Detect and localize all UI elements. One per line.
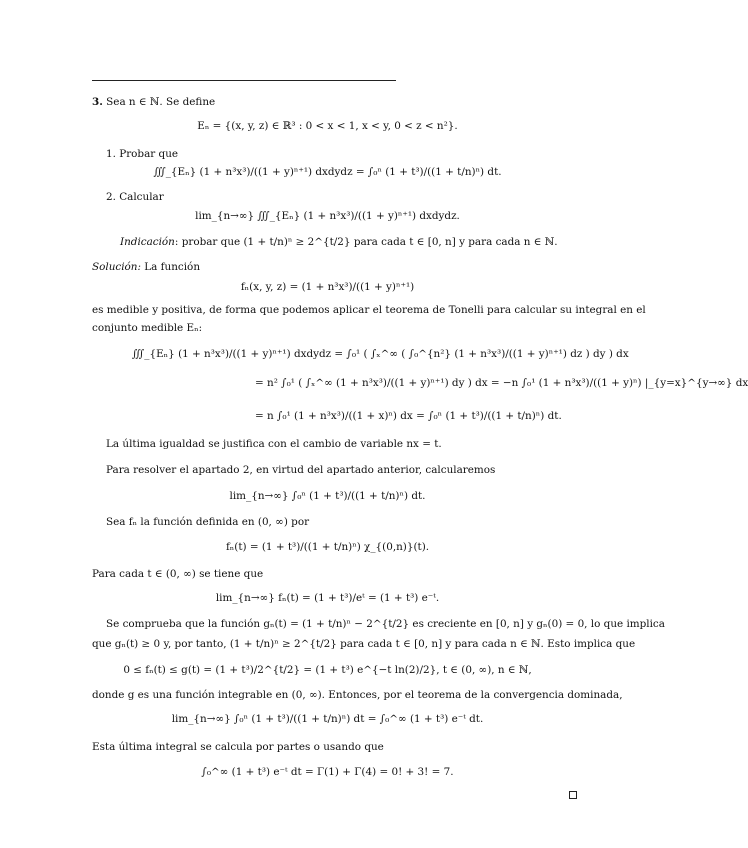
problem-number: 3.: [92, 96, 103, 108]
top-rule: [92, 80, 396, 81]
hint-label: Indicación: [120, 236, 175, 248]
equation-6: lim_{n→∞} fₙ(t) = (1 + t³)/eᵗ = (1 + t³) e⁻ᵗ.: [215, 592, 440, 604]
qed-square-icon: [569, 791, 577, 799]
equation-9: ∫₀^∞ (1 + t³) e⁻ᵗ dt = Γ(1) + Γ(4) = 0! + 3! = 7.: [201, 766, 454, 778]
solution-intro: [92, 261, 200, 273]
part2-label: 2. Calcular: [106, 191, 164, 203]
text-4: Para resolver el apartado 2, en virtud del apartado anterior, calcularemos: [106, 464, 496, 476]
hint-text: : probar que (1 + t/n)ⁿ ≥ 2^{t/2} para cada t ∈ [0, n] y para cada n ∈ ℕ.: [174, 236, 558, 248]
part1-label: 1. Probar que: [106, 148, 179, 160]
text-9: donde g es una función integrable en (0, ∞). Entonces, por el teorema de la convergencia dominada,: [92, 689, 623, 701]
solution-intro-text: La función: [140, 261, 201, 273]
text-3: La última igualdad se justifica con el cambio de variable nx = t.: [106, 438, 442, 450]
text-7: Se comprueba que la función gₙ(t) = (1 + t/n)ⁿ − 2^{t/2} es creciente en [0, n] y gₙ(0) = 0, lo que implica: [106, 618, 665, 630]
text-2: conjunto medible Eₙ:: [92, 322, 203, 334]
solution-label: Solución:: [92, 261, 141, 273]
text-10: Esta última integral se calcula por partes o usando que: [92, 741, 384, 753]
set-definition: Eₙ = {(x, y, z) ∈ ℝ³ : 0 < x < 1, x < y, 0 < z < n²}.: [197, 120, 458, 132]
f-definition: fₙ(x, y, z) = (1 + n³x³)/((1 + y)ⁿ⁺¹): [240, 281, 415, 293]
hint: [120, 236, 558, 248]
text-6: Para cada t ∈ (0, ∞) se tiene que: [92, 568, 264, 580]
equation-1: ∭_{Eₙ} (1 + n³x³)/((1 + y)ⁿ⁺¹) dxdydz = ∫₀¹ ( ∫ₓ^∞ ( ∫₀^{n²} (1 + n³x³)/((1 + y)ⁿ⁺¹) dz ) dy ) dx: [132, 348, 629, 360]
equation-3: = n ∫₀¹ (1 + n³x³)/((1 + x)ⁿ) dx = ∫₀ⁿ (1 + t³)/((1 + t/n)ⁿ) dt.: [255, 410, 562, 422]
part2-formula: lim_{n→∞} ∭_{Eₙ} (1 + n³x³)/((1 + y)ⁿ⁺¹) dxdydz.: [195, 210, 460, 222]
equation-8: lim_{n→∞} ∫₀ⁿ (1 + t³)/((1 + t/n)ⁿ) dt = ∫₀^∞ (1 + t³) e⁻ᵗ dt.: [171, 713, 484, 725]
problem-intro: Sea n ∈ ℕ. Se define: [106, 96, 216, 108]
equation-2: = n² ∫₀¹ ( ∫ₓ^∞ (1 + n³x³)/((1 + y)ⁿ⁺¹) dy ) dx = −n ∫₀¹ (1 + n³x³)/((1 + y)ⁿ) |_{y=x}^{y→∞} dx: [255, 377, 748, 389]
problem-header: [92, 96, 215, 108]
equation-7: 0 ≤ fₙ(t) ≤ g(t) = (1 + t³)/2^{t/2} = (1 + t³) e^{−t ln(2)/2}, t ∈ (0, ∞), n ∈ ℕ,: [123, 664, 532, 676]
equation-5: fₙ(t) = (1 + t³)/((1 + t/n)ⁿ) χ_{(0,n)}(t).: [225, 541, 430, 553]
text-8: que gₙ(t) ≥ 0 y, por tanto, (1 + t/n)ⁿ ≥ 2^{t/2} para cada t ∈ [0, n] y para cada n ∈ ℕ. Esto implica que: [92, 638, 636, 650]
text-1: es medible y positiva, de forma que podemos aplicar el teorema de Tonelli para calcular su integral en el: [92, 304, 646, 316]
text-5: Sea fₙ la función definida en (0, ∞) por: [106, 516, 310, 528]
part1-formula: ∭_{Eₙ} (1 + n³x³)/((1 + y)ⁿ⁺¹) dxdydz = ∫₀ⁿ (1 + t³)/((1 + t/n)ⁿ) dt.: [153, 166, 502, 178]
equation-4: lim_{n→∞} ∫₀ⁿ (1 + t³)/((1 + t/n)ⁿ) dt.: [229, 490, 426, 502]
